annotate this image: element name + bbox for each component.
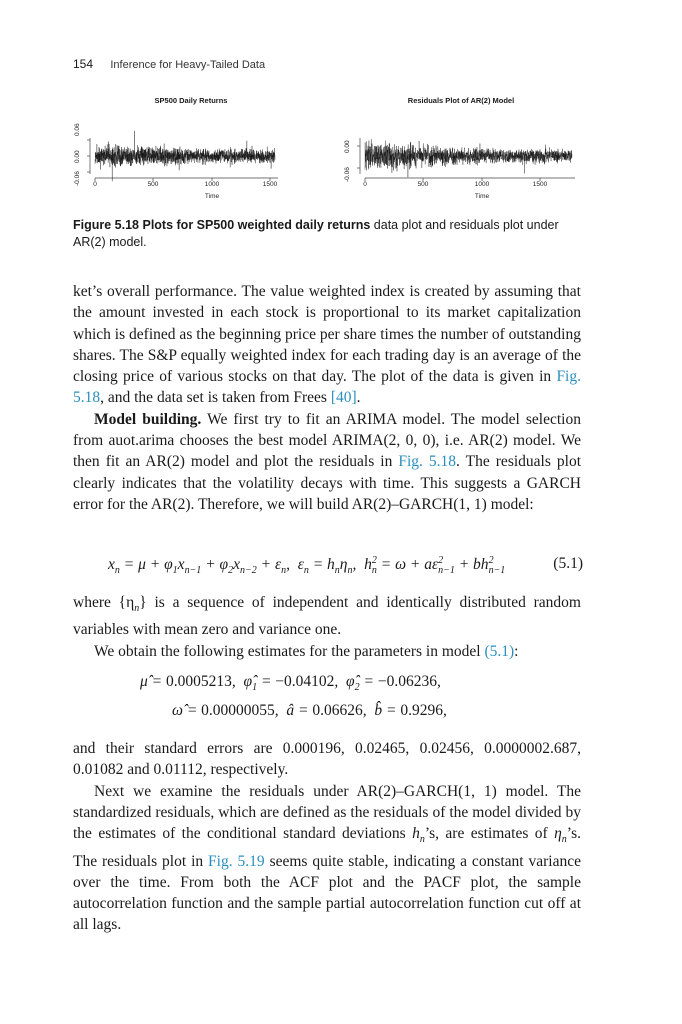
equation-number: (5.1) (553, 555, 583, 572)
estimate-mu: 0.0005213 (166, 673, 232, 690)
estimate-phi2: −0.06236 (377, 673, 437, 690)
paragraph-text: seems quite stable, indicating a constant variance over the time. From both the ACF plot and the PACF plot, the sample autocorrelation function and the sample partial autocorrelation function cut off at all lags. (73, 852, 581, 934)
plot-canvas (340, 96, 582, 206)
paragraph-text: and their standard errors are 0.000196, 0.02465, 0.02456, 0.0000002.687, 0.01082 and 0.01112, respectively. (73, 740, 581, 779)
paragraph-text: ket’s overall performance. The value weighted index is created by assuming that the amount invested in each stock is proportional to its market capitalization which is defined as the beginning price per share times the number of outstanding shares. The S&P equally weighted index for each trading day is an average of the closing price of various stocks on that day. The plot of the data is given in (73, 283, 581, 386)
estimates-line-1: μ̂ = 0.0005213, $\varphî_1 = -0.04102$, $\varphî_2 = -0.06236$, (140, 673, 441, 694)
paragraph-text: } is a sequence of independent and identically distributed random variables with mean zero and variance one. (73, 594, 581, 639)
paragraph-text: . (356, 389, 361, 407)
y-tick-label: 0.06 (74, 123, 81, 136)
estimate-phi1: −0.04102 (275, 673, 335, 690)
plot-sp500-returns (70, 96, 312, 206)
x-tick-label: 1000 (204, 181, 220, 188)
paragraph (73, 281, 581, 409)
plot-title: SP500 Daily Returns (154, 96, 228, 105)
series-line (365, 139, 572, 177)
y-tick-label: -0.06 (344, 167, 351, 182)
estimate-omega: 0.00000055 (201, 702, 275, 719)
paragraph-text: . The residuals plot clearly indicates that the volatility decays with time. This suggests a GARCH error for the AR(2). Therefore, we will build AR(2)–GARCH(1, 1) model: (73, 453, 582, 513)
equation-5-1 (108, 555, 583, 576)
x-tick-label: 0 (93, 181, 97, 188)
paragraph: where $\{\eta_n\}$ is a sequence of independent and identically distributed random variables with mean zero and variance one. (73, 594, 581, 639)
x-tick-label: 1500 (262, 181, 278, 188)
x-axis-label: Time (204, 193, 220, 200)
figure-link[interactable]: Fig. 5.18 (398, 453, 457, 471)
estimate-b: 0.9296 (400, 702, 443, 719)
citation-link[interactable]: [40] (330, 389, 357, 407)
paragraph-text: , and the data set is taken from Frees (100, 389, 331, 407)
paragraph-text: Next we examine the residuals under AR(2)–GARCH(1, 1) model. The standardized residuals, which are defined as the residuals of the model divided by the estimates of the conditional standard deviations (73, 782, 581, 843)
plot-ar2-residuals (340, 96, 582, 206)
figure-link[interactable]: Fig. 5.18 (73, 368, 581, 407)
paragraph-text: where {η (73, 594, 135, 611)
y-tick-label: 0.00 (344, 140, 351, 153)
paragraph-heading: Model building. (94, 410, 202, 428)
x-tick-label: 500 (147, 181, 159, 188)
paragraph (73, 409, 581, 515)
running-head (73, 57, 265, 71)
paragraph-text: ’s, are estimates of (424, 825, 555, 843)
x-axis-label: Time (474, 193, 490, 200)
paragraph-text: ’s. The residuals plot in (73, 825, 581, 870)
figure-caption (73, 217, 585, 251)
caption-text: data plot and residuals plot under AR(2) model. (73, 218, 559, 249)
x-tick-label: 1000 (474, 181, 490, 188)
y-tick-label: 0.00 (74, 150, 81, 163)
equation-link[interactable]: (5.1) (484, 642, 515, 660)
page-number: 154 (73, 57, 94, 71)
caption-label: Figure 5.18 (73, 218, 139, 232)
figure-link[interactable]: Fig. 5.19 (208, 852, 265, 870)
estimate-a: 0.06626 (312, 702, 363, 719)
x-tick-label: 1500 (532, 181, 548, 188)
x-tick-label: 500 (417, 181, 429, 188)
paragraph (73, 641, 581, 662)
caption-bold: Plots for SP500 weighted daily returns (142, 218, 371, 232)
body-text-middle (73, 592, 581, 662)
paragraph-text: : (514, 642, 519, 660)
equation-body: $x_n = \mu + \varphi_1x_{n-1} + \varphi_2x_{n-2} + \varepsilon_n$, $\varepsilon_n = h_n\eta_n$, $h^2_n = \omega + a\varepsilon^2_{n-1} + bh^2_{n-1}$ (108, 555, 506, 577)
paragraph-text: We first try to fit an ARIMA model. The model selection from auot.arima chooses the best model ARIMA(2, 0, 0), i.e. AR(2) model. We then fit an AR(2) model and plot the residuals in (73, 410, 581, 471)
plot-canvas (70, 96, 312, 206)
y-tick-label: -0.06 (74, 171, 81, 186)
body-text-lower (73, 738, 581, 936)
paragraph (73, 738, 581, 781)
estimates-line-2: ω̂ = 0.00000055, â = 0.06626, b̂ = 0.9296, (172, 702, 447, 719)
running-title: Inference for Heavy-Tailed Data (110, 59, 266, 71)
plot-title: Residuals Plot of AR(2) Model (407, 96, 515, 105)
paragraph-text: We obtain the following estimates for the parameters in model (94, 642, 485, 660)
body-text-upper (73, 281, 581, 515)
paragraph: Next we examine the residuals under AR(2)–GARCH(1, 1) model. The standardized residuals, which are defined as the residuals of the model divided by the estimates of the conditional standard deviations $h_n’s$, are estimates of $\eta_n’s$. The residuals plot in Fig. 5.19 seems quite stable, indicating a constant variance over the time. From both the ACF plot and the PACF plot, the sample autocorrelation function and the sample partial autocorrelation function cut off at all lags. (73, 782, 581, 934)
series-line (95, 131, 275, 181)
x-tick-label: 0 (363, 181, 367, 188)
